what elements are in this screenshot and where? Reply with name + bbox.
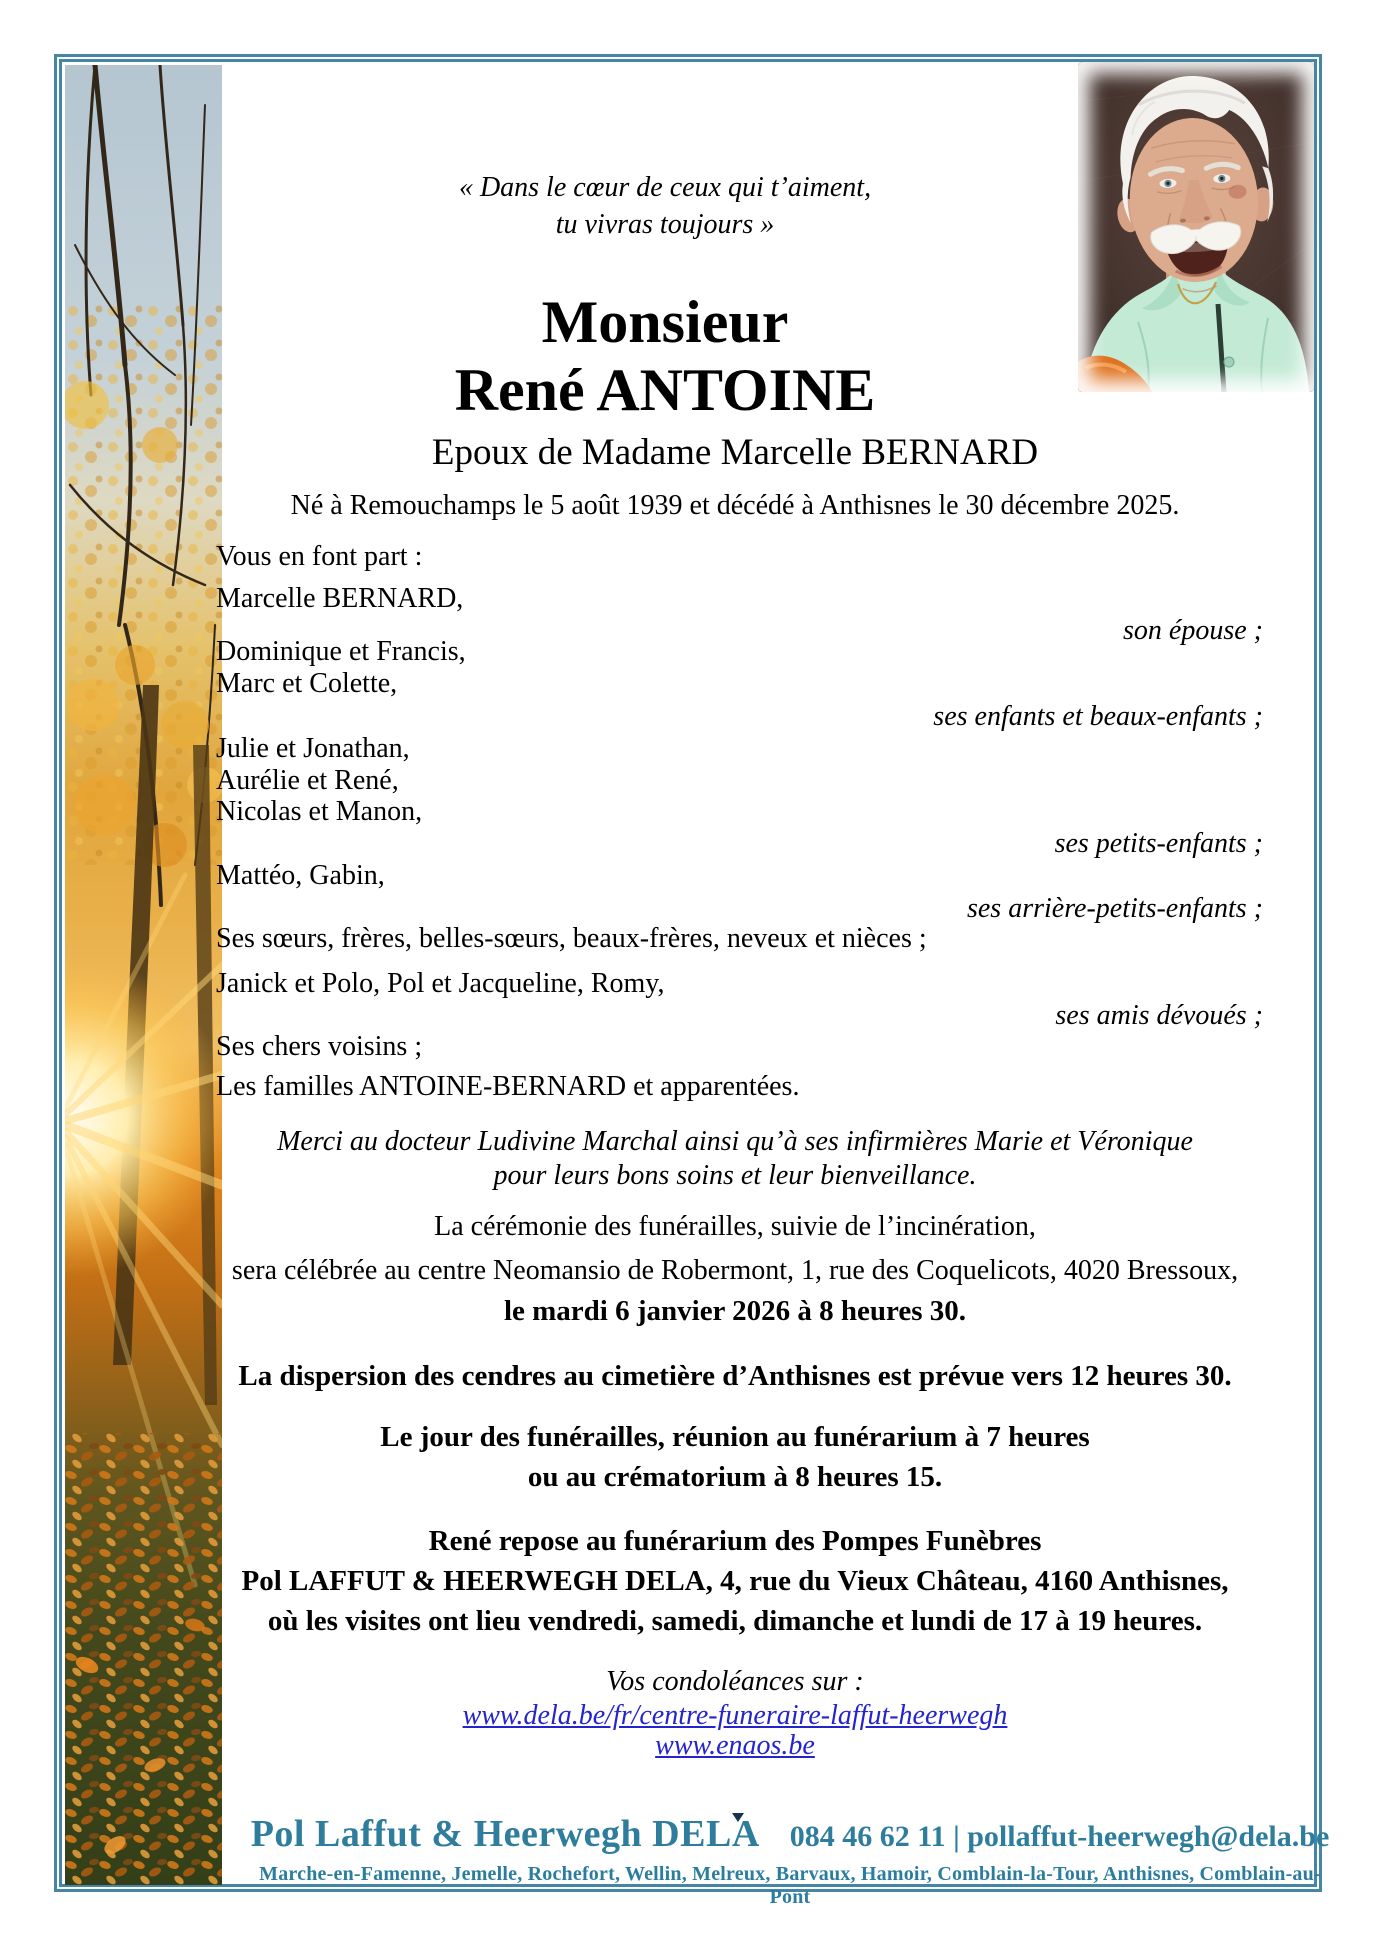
- quote-line-1: « Dans le cœur de ceux qui t’aiment,: [458, 172, 872, 203]
- condolences-link-2-line: [216, 1730, 1254, 1766]
- family-related-families: Les familles ANTOINE-BERNARD et apparentées.: [216, 1071, 800, 1102]
- ashes-dispersion-line: La dispersion des cendres au cimetière d’Anthisnes est prévue vers 12 heures 30.: [238, 1360, 1232, 1392]
- deceased-civility: Monsieur: [541, 289, 789, 355]
- footer-contact: 084 46 62 11 | pollaffut-heerwegh@dela.be: [789, 1820, 1330, 1853]
- condolences-link-enaos[interactable]: www.enaos.be: [655, 1730, 815, 1761]
- funeral-home-footer: [240, 1812, 1340, 1909]
- spouse-line: Epoux de Madame Marcelle BERNARD: [431, 432, 1039, 473]
- condolences-label: Vos condoléances sur :: [606, 1666, 864, 1697]
- family-neighbors: Ses chers voisins ;: [216, 1031, 423, 1062]
- family-grandchildren-role: ses petits-enfants ;: [1054, 828, 1263, 859]
- thanks-line-1: Merci au docteur Ludivine Marchal ainsi qu’à ses infirmières Marie et Véronique: [277, 1126, 1193, 1157]
- family-wife-role: son épouse ;: [1123, 615, 1263, 646]
- funeral-day-line-1: Le jour des funérailles, réunion au funérarium à 7 heures: [380, 1421, 1090, 1453]
- family-great-grandchildren-role: ses arrière-petits-enfants ;: [966, 893, 1263, 924]
- family-grandchildren-2: Aurélie et René,: [216, 765, 399, 796]
- family-children-1: Dominique et Francis,: [216, 636, 466, 667]
- family-grandchildren-1: Julie et Jonathan,: [216, 733, 410, 764]
- family-great-grandchildren: Mattéo, Gabin,: [216, 860, 385, 891]
- repose-line-3: où les visites ont lieu vendredi, samedi, dimanche et lundi de 17 à 19 heures.: [267, 1605, 1203, 1637]
- family-siblings: Ses sœurs, frères, belles-sœurs, beaux-frères, neveux et nièces ;: [216, 923, 927, 954]
- autumn-photo-strip: [65, 65, 222, 1885]
- condolences-link-dela[interactable]: www.dela.be/fr/centre-funeraire-laffut-heerwegh: [462, 1700, 1008, 1731]
- announce-intro: Vous en font part :: [216, 541, 423, 572]
- funeral-day-line-2: ou au crématorium à 8 heures 15.: [527, 1461, 943, 1493]
- footer-brand-line: [240, 1812, 1340, 1856]
- quote-line-2: tu vivras toujours »: [555, 209, 775, 240]
- ceremony-line-1: La cérémonie des funérailles, suivie de l’incinération,: [434, 1211, 1036, 1242]
- family-friends-role: ses amis dévoués ;: [1055, 1000, 1263, 1031]
- deceased-name: René ANTOINE: [454, 357, 876, 423]
- family-grandchildren-3: Nicolas et Manon,: [216, 796, 423, 827]
- funeral-home-logo: Pol Laffut & Heerwegh DELA: [250, 1813, 760, 1855]
- ceremony-datetime: le mardi 6 janvier 2026 à 8 heures 30.: [503, 1295, 967, 1327]
- autumn-photo-illustration: [65, 65, 222, 1885]
- thanks-line-2: pour leurs bons soins et leur bienveillance.: [493, 1160, 977, 1191]
- family-children-role: ses enfants et beaux-enfants ;: [933, 701, 1263, 732]
- family-wife: Marcelle BERNARD,: [216, 583, 464, 614]
- repose-line-2: Pol LAFFUT & HEERWEGH DELA, 4, rue du Vieux Château, 4160 Anthisnes,: [241, 1565, 1229, 1597]
- repose-line-1: René repose au funérarium des Pompes Funèbres: [428, 1525, 1042, 1557]
- birth-death-line: Né à Remouchamps le 5 août 1939 et décédé à Anthisnes le 30 décembre 2025.: [290, 490, 1180, 521]
- ceremony-line-2: sera célébrée au centre Neomansio de Robermont, 1, rue des Coquelicots, 4020 Bressoux,: [231, 1255, 1239, 1286]
- family-children-2: Marc et Colette,: [216, 668, 398, 699]
- footer-towns-list: Marche-en-Famenne, Jemelle, Rochefort, Wellin, Melreux, Barvaux, Hamoir, Comblain-la-Tour, Anthisnes, Comblain-au-Pont: [259, 1863, 1321, 1908]
- family-friends: Janick et Polo, Pol et Jacqueline, Romy,: [216, 968, 665, 999]
- dela-logo-mark: [732, 1813, 744, 1822]
